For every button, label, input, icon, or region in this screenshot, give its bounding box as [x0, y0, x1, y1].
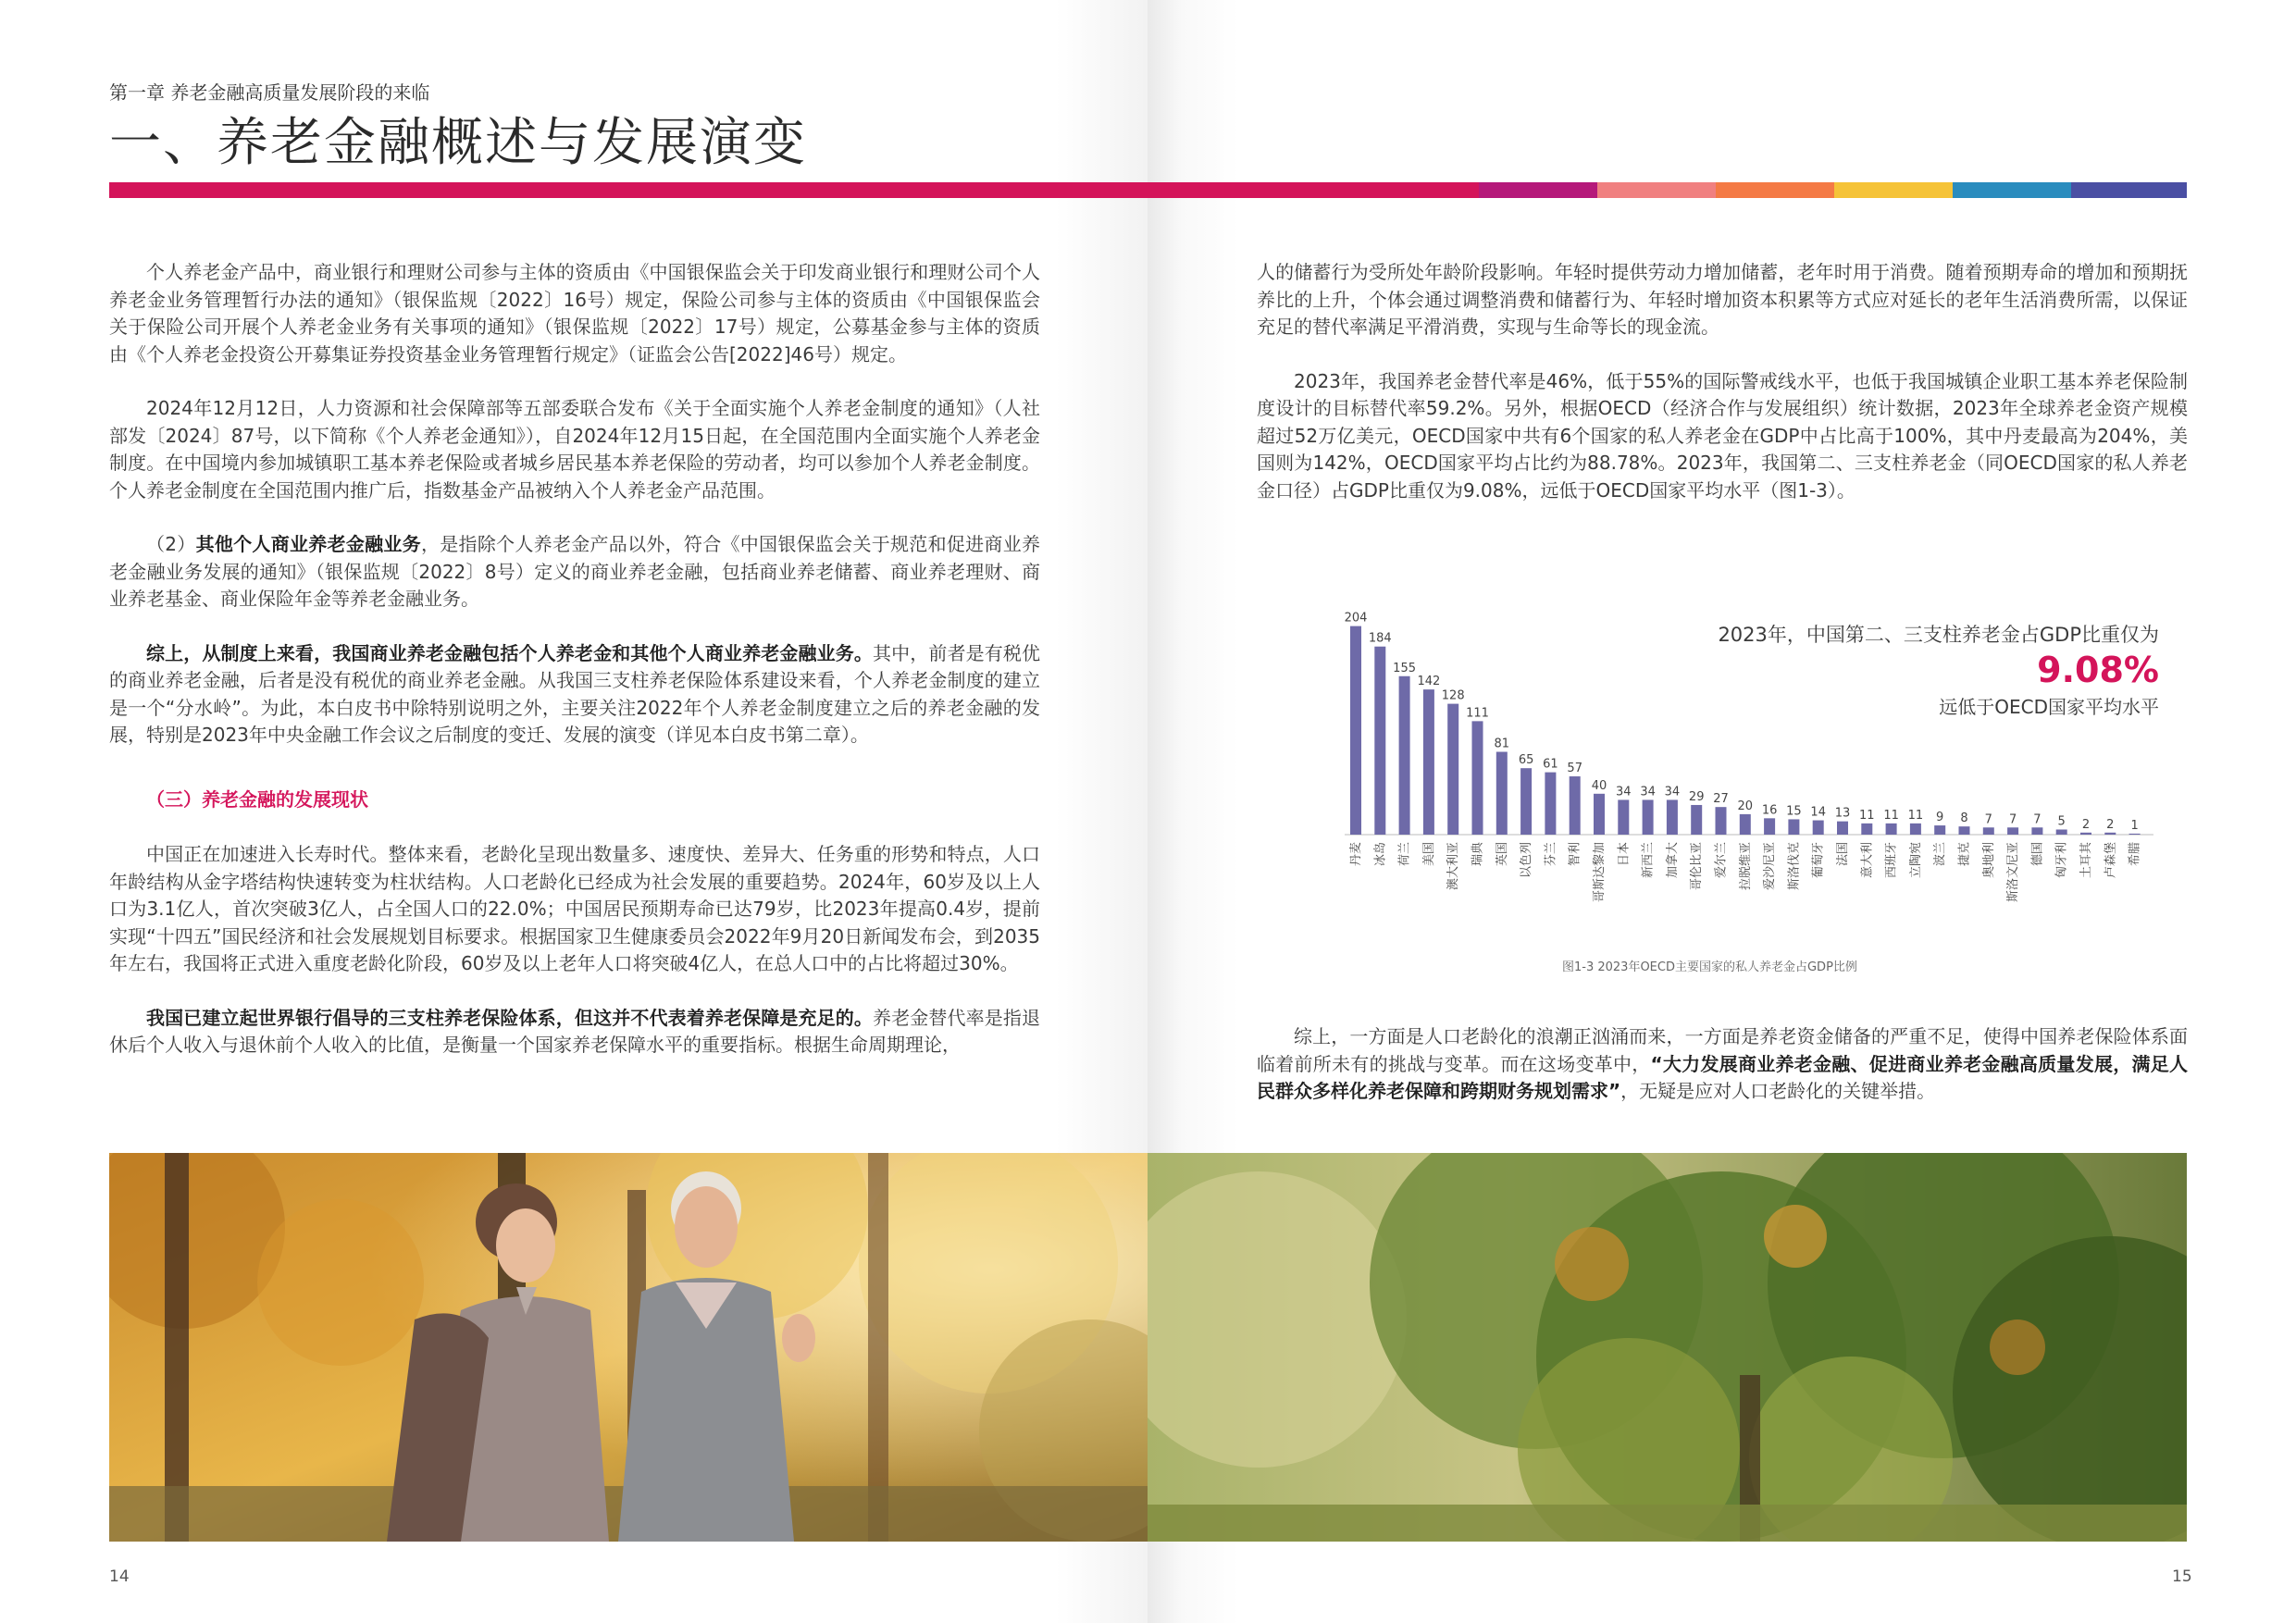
chart-category-label: 新西兰	[1641, 842, 1656, 879]
chart-value-label: 2	[2081, 817, 2091, 832]
chart-category-label: 爱尔兰	[1714, 842, 1729, 879]
chart-bar	[2031, 827, 2042, 835]
chart-category-label: 西班牙	[1884, 842, 1899, 879]
chart-value-label: 11	[1859, 808, 1875, 823]
chart-category-label: 意大利	[1860, 842, 1875, 879]
callout-subtext: 远低于OECD国家平均水平	[1939, 696, 2159, 718]
chart-bar	[1520, 768, 1532, 835]
elderly-couple-photo	[109, 1153, 1148, 1542]
chart-value-label: 61	[1543, 757, 1558, 772]
chart-bar	[1716, 807, 1727, 835]
chart-value-label: 142	[1417, 675, 1441, 689]
chart-bar	[1983, 827, 1994, 835]
chart-value-label: 11	[1883, 808, 1899, 823]
chart-bar	[1570, 776, 1581, 835]
chart-category-label: 丹麦	[1349, 842, 1363, 867]
chart-bar	[1788, 819, 1799, 835]
chart-value-label: 155	[1393, 661, 1417, 675]
color-bar-segment	[1716, 182, 1834, 198]
chart-category-label: 捷克	[1957, 842, 1972, 867]
paragraph: （2）其他个人商业养老金融业务，是指除个人养老金产品以外，符合《中国银保监会关于规范和促进商业养老金融业务发展的通知》（银保监规〔2022〕8号）定义的商业养老金融，包括商业养老储蓄、商业养老理财、商业养老基金、商业保险年金等养老金融业务。	[109, 533, 1041, 610]
chart-category-label: 奥地利	[1981, 842, 1996, 879]
chart-bar	[2056, 829, 2067, 835]
chart-category-label: 瑞典	[1471, 842, 1485, 867]
chart-bar	[1740, 814, 1751, 835]
chart-value-label: 81	[1494, 737, 1510, 751]
chart-category-label: 英国	[1495, 842, 1509, 867]
chart-value-label: 14	[1810, 805, 1826, 820]
chart-category-label: 哥斯达黎加	[1593, 842, 1607, 903]
page-number-right: 15	[2172, 1567, 2192, 1586]
chart-value-label: 1	[2130, 818, 2139, 833]
chart-category-label: 智利	[1568, 842, 1582, 867]
page-number-left: 14	[109, 1567, 130, 1586]
chart-bar	[1545, 773, 1556, 835]
chart-category-label: 土耳其	[2079, 842, 2093, 879]
chart-bar	[1667, 799, 1678, 835]
chart-value-label: 11	[1907, 808, 1924, 823]
oecd-pension-chart	[1337, 592, 2179, 999]
chart-category-label: 葡萄牙	[1811, 842, 1826, 879]
chart-category-label: 斯洛文尼亚	[2006, 842, 2021, 903]
chart-value-label: 5	[2057, 814, 2066, 829]
chart-bar	[1837, 822, 1848, 835]
color-bar	[109, 182, 2187, 198]
callout-value: 9.08%	[2037, 650, 2159, 690]
chart-value-label: 34	[1616, 785, 1632, 799]
chart-bar	[2104, 833, 2116, 835]
chart-bar	[1691, 805, 1702, 835]
chart-category-label: 卢森堡	[2104, 842, 2118, 879]
chart-callout	[1718, 620, 2159, 719]
chart-category-label: 冰岛	[1373, 842, 1388, 867]
paragraph: 人的储蓄行为受所处年龄阶段影响。年轻时提供劳动力增加储蓄，老年时用于消费。随着预期寿命的增加和预期抚养比的上升，个体会通过调整消费和储蓄行为、年轻时增加资本积累等方式应对延长的老年生活消费所需，以保证充足的替代率满足平滑消费，实现与生命等长的现金流。	[1257, 261, 2188, 338]
chart-value-label: 2	[2106, 817, 2115, 832]
color-bar-segment	[109, 182, 1479, 198]
chart-category-label: 澳大利亚	[1446, 842, 1461, 891]
chart-category-label: 加拿大	[1665, 842, 1680, 879]
chart-bar	[1813, 821, 1824, 835]
chart-value-label: 111	[1466, 706, 1489, 721]
page-title: 一、养老金融概述与发展演变	[109, 113, 807, 173]
callout-text: 2023年，中国第二、三支柱养老金占GDP比重仅为	[1718, 624, 2159, 646]
chart-value-label: 7	[2033, 812, 2042, 827]
paragraph: 综上，从制度上来看，我国商业养老金融包括个人养老金和其他个人商业养老金融业务。其中，前者是有税优的商业养老金融，后者是没有税优的商业养老金融。从我国三支柱养老保险体系建设来看，个人养老金制度的建立是一个“分水岭”。为此，本白皮书中除特别说明之外，主要关注2022年个人养老金制度建立之后的养老金融的发展，特别是2023年中央金融工作会议之后制度的变迁、发展的演变（详见本白皮书第二章）。	[109, 641, 1041, 746]
chart-bar	[2129, 834, 2141, 835]
chart-value-label: 13	[1834, 806, 1851, 821]
chart-bar	[1959, 826, 1970, 835]
right-column-bottom	[1257, 1023, 2188, 1133]
chart-value-label: 8	[1960, 812, 1968, 826]
chart-value-label: 40	[1591, 778, 1607, 793]
chart-value-label: 29	[1688, 789, 1705, 804]
chart-category-label: 爱沙尼亚	[1763, 842, 1778, 891]
chart-bar	[1618, 799, 1629, 835]
left-column	[109, 259, 1040, 1086]
chart-category-label: 希腊	[2128, 842, 2142, 867]
chart-category-label: 德国	[2030, 842, 2045, 867]
chart-bar	[1496, 752, 1508, 835]
chart-value-label: 34	[1640, 785, 1656, 799]
chart-value-label: 34	[1664, 785, 1681, 799]
chart-value-label: 20	[1737, 799, 1754, 813]
tree-photo	[1148, 1153, 2187, 1542]
chart-category-label: 哥伦比亚	[1690, 842, 1705, 891]
chart-category-label: 日本	[1617, 842, 1632, 867]
photo-illustration-right	[1148, 1153, 2187, 1542]
chart-bar	[1764, 818, 1775, 835]
chart-bar	[1350, 626, 1361, 835]
chart-category-label: 芬兰	[1544, 842, 1558, 867]
chart-value-label: 15	[1786, 804, 1802, 819]
chart-bar	[2007, 827, 2018, 835]
paragraph: 综上，一方面是人口老龄化的浪潮正汹涌而来，一方面是养老资金储备的严重不足，使得中国养老保险体系面临着前所未有的挑战与变革。而在这场变革中，“大力发展商业养老金融、促进商业养老金融高质量发展，满足人民群众多样化养老保障和跨期财务规划需求”，无疑是应对人口老龄化的关键举措。	[1257, 1025, 2188, 1102]
color-bar-segment	[1834, 182, 1953, 198]
chart-category-label: 立陶宛	[1908, 842, 1923, 879]
paragraph: 个人养老金产品中，商业银行和理财公司参与主体的资质由《中国银保监会关于印发商业银行和理财公司个人养老金业务管理暂行办法的通知》（银保监规〔2022〕16号）规定，保险公司参与主体的资质由《中国银保监会关于保险公司开展个人养老金业务有关事项的通知》（银保监规〔2022〕17号）规定，公募基金参与主体的资质由《个人养老金投资公开募集证券投资基金业务管理暂行规定》（证监会公告[2022]46号）规定。	[109, 261, 1040, 365]
chart-bar	[1374, 647, 1385, 835]
chart-bar	[1643, 799, 1654, 835]
chart-bar	[1861, 824, 1872, 835]
chart-value-label: 7	[1984, 812, 1992, 827]
chart-bar	[1399, 676, 1410, 835]
chart-category-label: 拉脱维亚	[1738, 842, 1753, 891]
chart-bar	[1423, 689, 1434, 835]
right-column	[1257, 259, 2188, 531]
paragraph: 我国已建立起世界银行倡导的三支柱养老保险体系，但这并不代表着养老保障是充足的。养老金替代率是指退休后个人收入与退休前个人收入的比值，是衡量一个国家养老保障水平的重要指标。根据生命周期理论，	[109, 1006, 1041, 1056]
chart-category-label: 美国	[1421, 842, 1436, 867]
paragraph: 2023年，我国养老金替代率是46%，低于55%的国际警戒线水平，也低于我国城镇企业职工基本养老保险制度设计的目标替代率59.2%。另外，根据OECD（经济合作与发展组织）统计数据，2023年全球养老金资产规模超过52万亿美元，OECD国家中共有6个国家的私人养老金在GDP中占比高于100%，其中丹麦最高为204%，美国则为142%，OECD国家平均占比约为88.78%。2023年，我国第二、三支柱养老金（同OECD国家的私人养老金口径）占GDP比重仅为9.08%，远低于OECD国家平均水平（图1-3）。	[1257, 369, 2188, 502]
chart-value-label: 9	[1936, 811, 1944, 825]
section-subheading: （三）养老金融的发展现状	[146, 787, 368, 811]
chart-value-label: 128	[1441, 688, 1465, 703]
chart-category-label: 匈牙利	[2054, 842, 2069, 879]
chart-category-label: 斯洛伐克	[1787, 842, 1802, 891]
paragraph: 2024年12月12日，人力资源和社会保障部等五部委联合发布《关于全面实施个人养老金制度的通知》（人社部发〔2024〕87号，以下简称《个人养老金通知》），自2024年12月15日起，在全国范围内全面实施个人养老金制度。在中国境内参加城镇职工基本养老保险或者城乡居民基本养老保险的劳动者，均可以参加个人养老金制度。个人养老金制度在全国范围内推广后，指数基金产品被纳入个人养老金产品范围。	[109, 397, 1040, 502]
chart-category-label: 以色列	[1520, 842, 1534, 879]
chart-bar	[1886, 824, 1897, 835]
chart-value-label: 7	[2008, 812, 2017, 827]
chart-bar	[1910, 824, 1921, 835]
chart-bar	[1472, 721, 1483, 835]
color-bar-segment	[2071, 182, 2187, 198]
chart-category-label: 法国	[1836, 842, 1850, 867]
chart-value-label: 184	[1368, 631, 1392, 646]
color-bar-segment	[1953, 182, 2071, 198]
chart-bar	[1594, 794, 1605, 835]
photo-illustration-left	[109, 1153, 1148, 1542]
chart-value-label: 57	[1567, 762, 1582, 776]
color-bar-segment	[1597, 182, 1716, 198]
chart-value-label: 204	[1344, 611, 1368, 626]
chart-bar	[1447, 704, 1458, 835]
chart-value-label: 27	[1713, 792, 1729, 807]
chart-value-label: 16	[1761, 803, 1778, 818]
chart-value-label: 65	[1518, 753, 1534, 768]
color-bar-segment	[1479, 182, 1597, 198]
figure-caption: 图1-3 2023年OECD主要国家的私人养老金占GDP比例	[1562, 960, 1857, 974]
paragraph: 中国正在加速进入长寿时代。整体来看，老龄化呈现出数量多、速度快、差异大、任务重的形势和特点，人口年龄结构从金字塔结构快速转变为柱状结构。人口老龄化已经成为社会发展的重要趋势。2024年，60岁及以上人口为3.1亿人，首次突破3亿人，占全国人口的22.0%；中国居民预期寿命已达79岁，比2023年提高0.4岁，提前实现“十四五”国民经济和社会发展规划目标要求。根据国家卫生健康委员会2022年9月20日新闻发布会，到2035年左右，我国将正式进入重度老龄化阶段，60岁及以上老年人口将突破4亿人，在总人口中的占比将超过30%。	[109, 843, 1040, 974]
chart-bar	[2080, 833, 2091, 835]
chart-category-label: 荷兰	[1397, 842, 1412, 867]
chapter-label: 第一章 养老金融高质量发展阶段的来临	[109, 81, 430, 104]
chart-bar	[1934, 825, 1945, 835]
chart-category-label: 波兰	[1933, 842, 1948, 867]
